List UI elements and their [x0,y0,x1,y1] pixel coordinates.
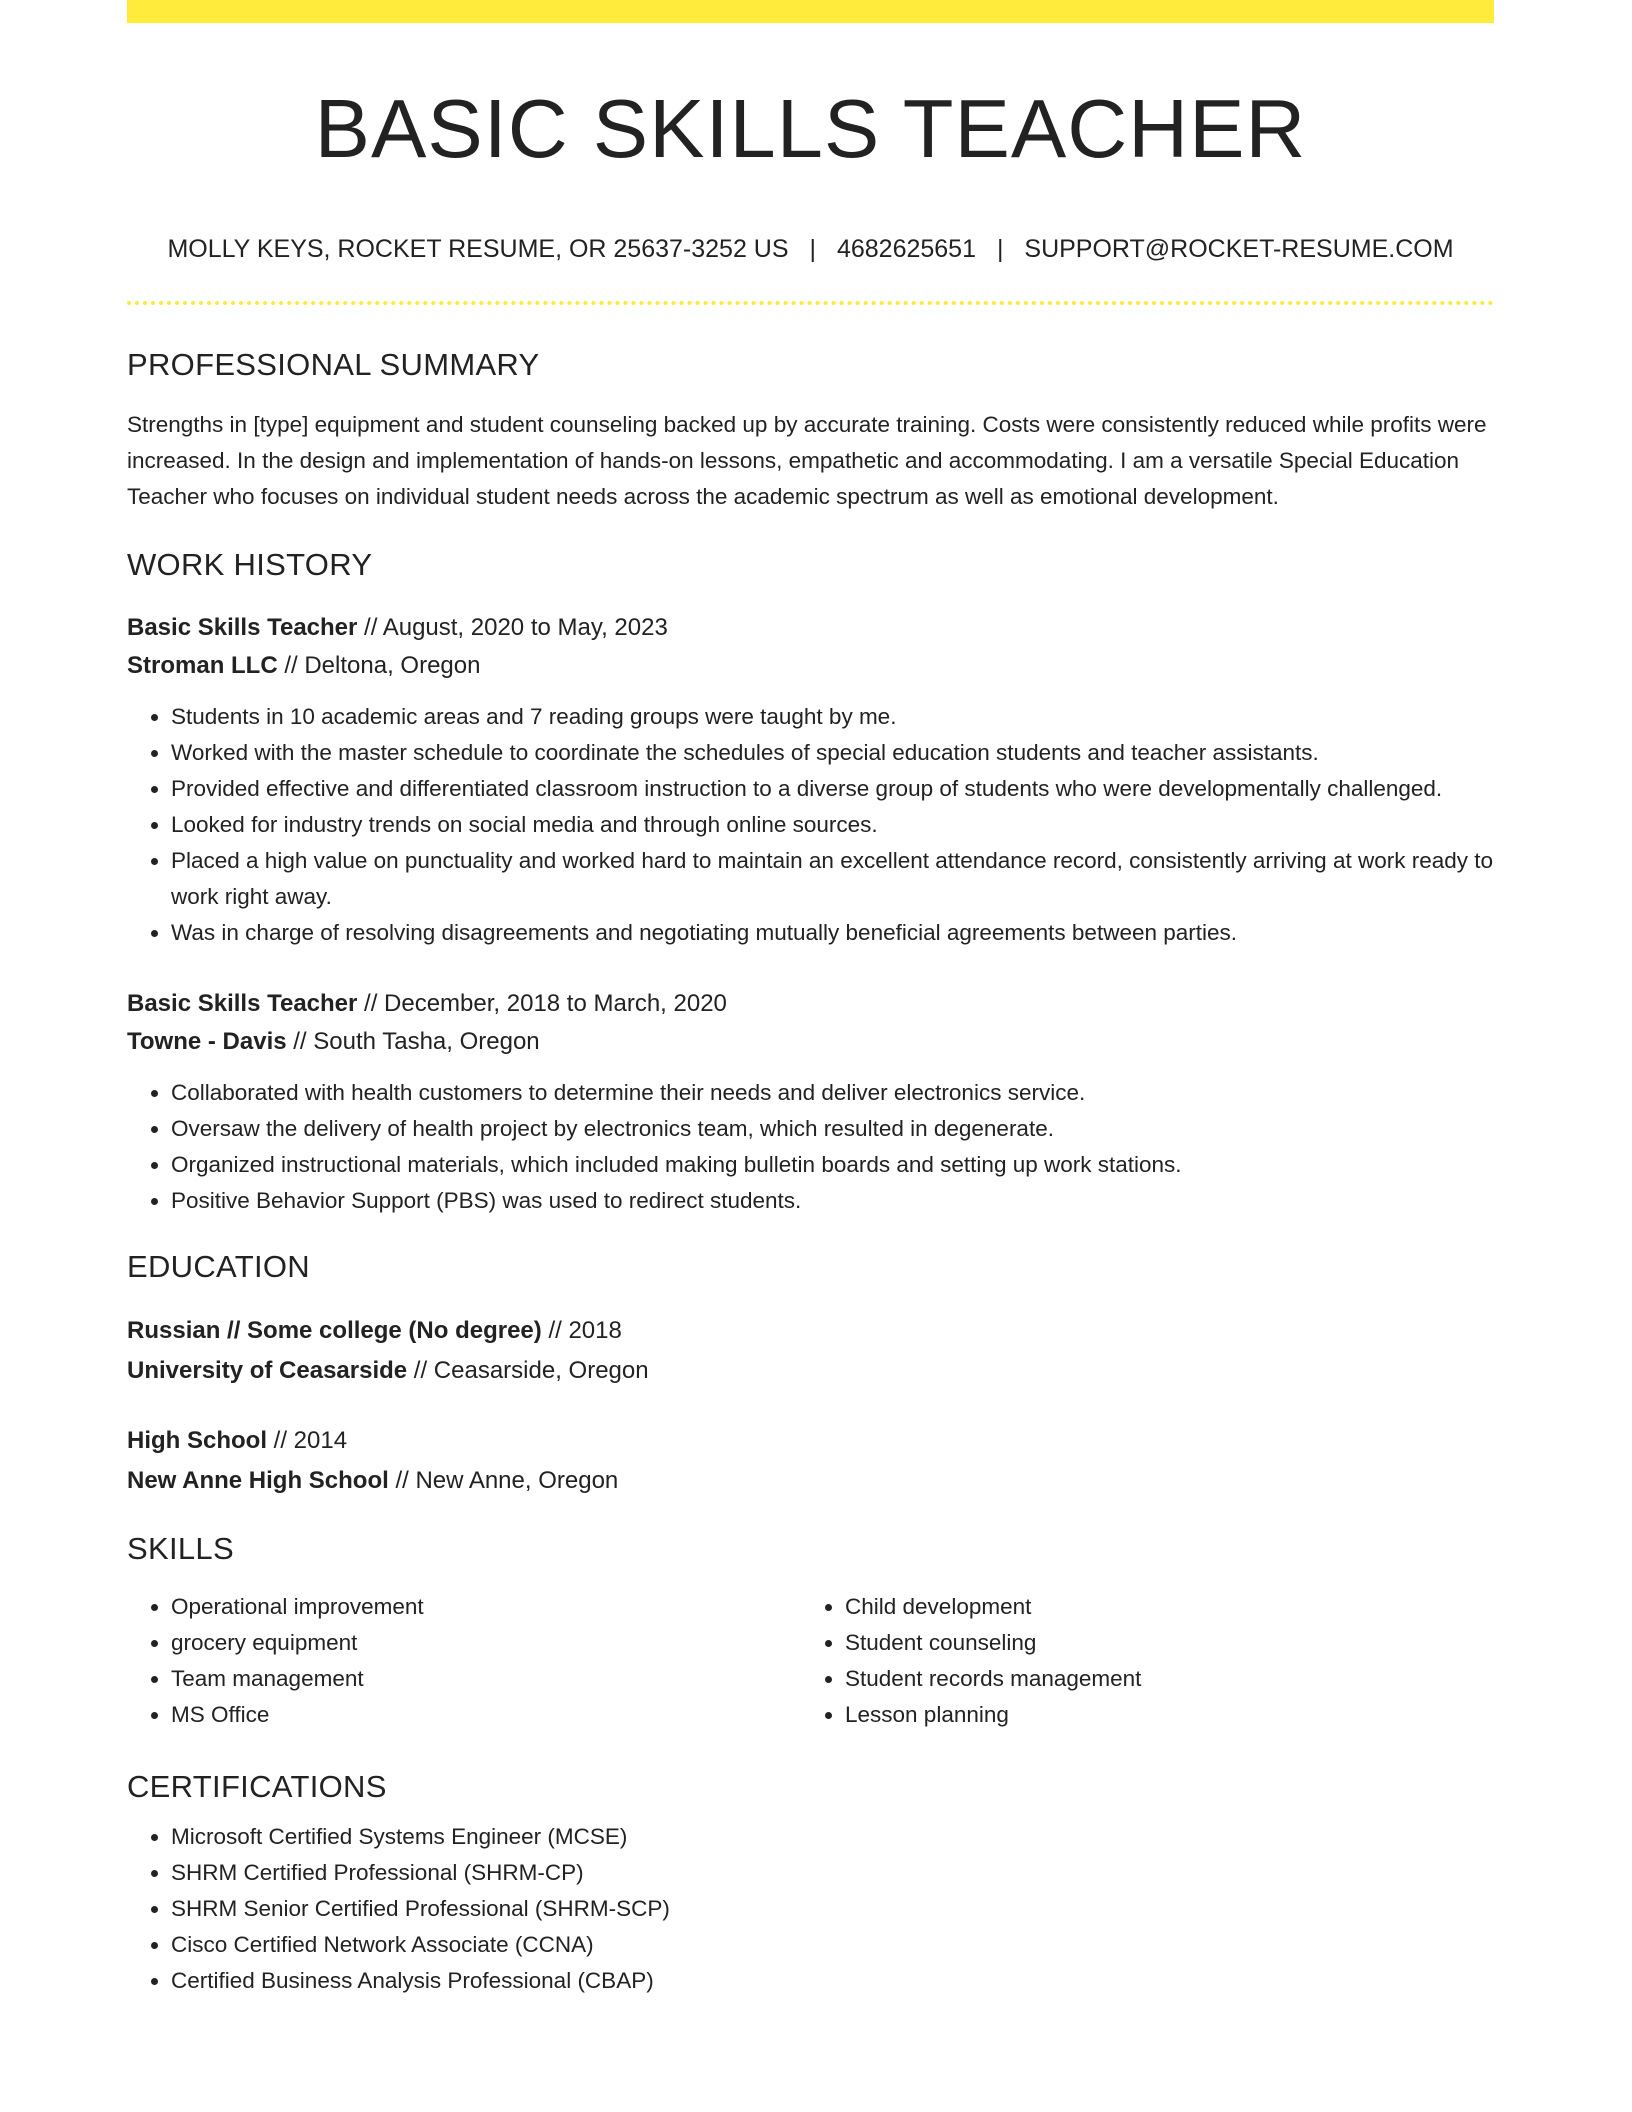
job-bullet: • Oversaw the delivery of health project by electronics team, which resulted in degenerate. [171,1111,1494,1147]
education-school-line [127,1461,1494,1501]
skill-item: • Operational improvement [171,1589,801,1625]
accent-top-bar [127,0,1494,23]
skill-item: • Child development [845,1589,1475,1625]
job-dates: // December, 2018 to March, 2020 [357,990,727,1018]
skill-item: • MS Office [171,1697,801,1733]
job-company: Stroman LLC [127,652,278,680]
education-year: // 2018 [541,1317,622,1345]
summary-heading: PROFESSIONAL SUMMARY [127,347,540,383]
education-location: // Ceasarside, Oregon [407,1357,649,1385]
education-degree: Russian // Some college (No degree) [127,1317,542,1345]
resume-page [127,0,1494,1999]
job-entry [127,609,1494,951]
skills-grid [127,1589,1494,1733]
job-company-line [127,1023,1494,1061]
certifications-heading: CERTIFICATIONS [127,1769,387,1805]
education-school: University of Ceasarside [127,1357,408,1385]
header-divider [127,301,1494,305]
education-entry [127,1311,1494,1391]
certification-item: • SHRM Senior Certified Professional (SHRM-SCP) [171,1891,1494,1927]
job-bullets [127,1075,1494,1219]
skills-heading: SKILLS [127,1531,234,1567]
certifications-list [127,1819,1494,1999]
skill-item: • grocery equipment [171,1625,801,1661]
job-bullet: • Provided effective and differentiated classroom instruction to a diverse group of students who were developmentally challenged. [171,771,1494,807]
certification-item: • Certified Business Analysis Professional (CBAP) [171,1963,1494,1999]
education-year: // 2014 [267,1427,348,1455]
job-location: // South Tasha, Oregon [286,1028,540,1056]
skills-column-left [127,1589,801,1733]
contact-phone: 4682625651 [836,235,976,264]
job-company: Towne - Davis [127,1028,287,1056]
job-bullet: • Collaborated with health customers to determine their needs and deliver electronics service. [171,1075,1494,1111]
resume-title: BASIC SKILLS TEACHER [314,82,1307,175]
skill-item: • Team management [171,1661,801,1697]
job-bullets [127,699,1494,951]
education-school: New Anne High School [127,1467,389,1495]
education-degree: High School [127,1427,267,1455]
education-degree-line [127,1311,1494,1351]
job-bullet: • Worked with the master schedule to coordinate the schedules of special education students and teacher assistants. [171,735,1494,771]
education-heading: EDUCATION [127,1249,310,1285]
contact-separator: | [996,235,1004,264]
contact-address: MOLLY KEYS, ROCKET RESUME, OR 25637-3252 US [167,235,789,264]
job-company-line [127,647,1494,685]
skill-item: • Student records management [845,1661,1475,1697]
skill-item: • Lesson planning [845,1697,1475,1733]
certification-item: • Microsoft Certified Systems Engineer (MCSE) [171,1819,1494,1855]
summary-text: Strengths in [type] equipment and student counseling backed up by accurate training. Costs were consistently reduced while profits were increased. In the design and implementation of hands-on lessons, empathetic and accommodating. I am a versatile Special Education Teacher who focuses on individual student needs across the academic spectrum as well as emotional development. [127,412,1487,510]
job-bullet: • Positive Behavior Support (PBS) was used to redirect students. [171,1183,1494,1219]
certification-item: • Cisco Certified Network Associate (CCNA) [171,1927,1494,1963]
job-bullet: • Students in 10 academic areas and 7 reading groups were taught by me. [171,699,1494,735]
job-title: Basic Skills Teacher [127,990,358,1018]
job-title: Basic Skills Teacher [127,614,358,642]
skills-column-right [801,1589,1475,1733]
job-bullet: • Looked for industry trends on social media and through online sources. [171,807,1494,843]
work-history-heading: WORK HISTORY [127,547,373,583]
skill-item: • Student counseling [845,1625,1475,1661]
job-location: // Deltona, Oregon [277,652,481,680]
education-degree-line [127,1421,1494,1461]
job-title-line [127,985,1494,1023]
education-location: // New Anne, Oregon [388,1467,619,1495]
contact-line [127,234,1494,264]
certification-item: • SHRM Certified Professional (SHRM-CP) [171,1855,1494,1891]
contact-email: SUPPORT@ROCKET-RESUME.COM [1024,235,1454,264]
job-title-line [127,609,1494,647]
job-bullet: • Was in charge of resolving disagreements and negotiating mutually beneficial agreements between parties. [171,915,1494,951]
contact-separator: | [809,235,816,264]
education-school-line [127,1351,1494,1391]
job-bullet: • Placed a high value on punctuality and worked hard to maintain an excellent attendance record, consistently arriving at work ready to work right away. [171,843,1494,915]
job-dates: // August, 2020 to May, 2023 [357,614,668,642]
job-bullet: • Organized instructional materials, which included making bulletin boards and setting up work stations. [171,1147,1494,1183]
job-entry [127,985,1494,1219]
education-entry [127,1421,1494,1501]
